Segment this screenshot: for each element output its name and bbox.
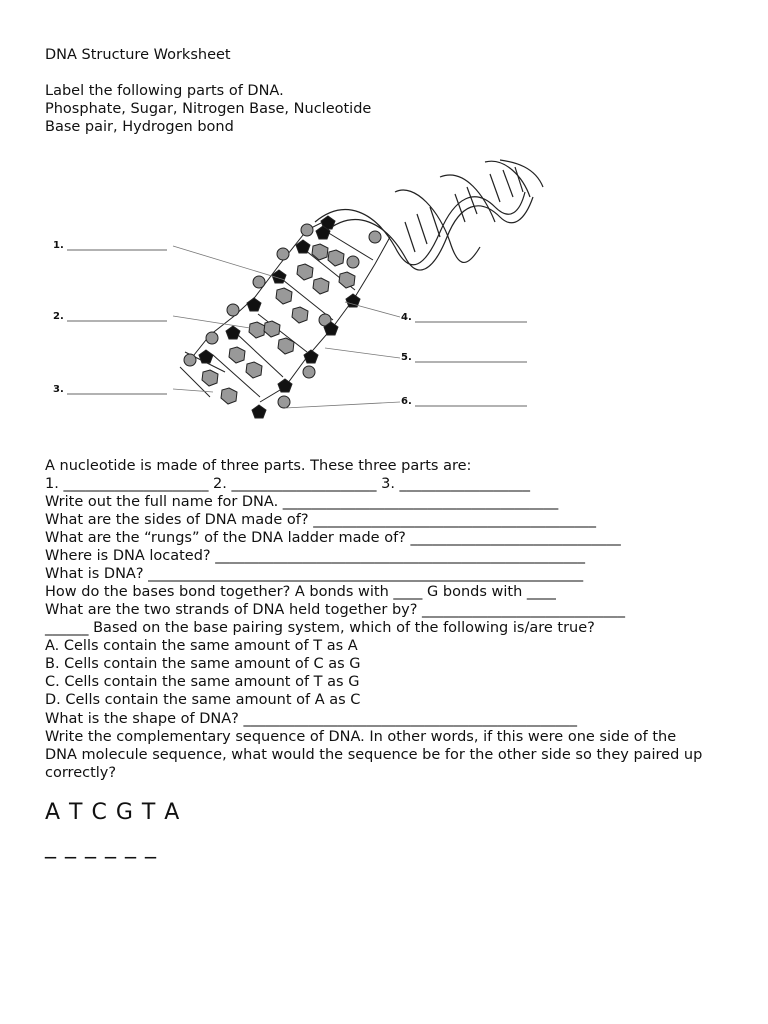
question-base-pairing: ______ Based on the base pairing system, which of the following is/are true? — [45, 620, 595, 636]
question-base-bonding: How do the bases bond together? A bonds with ____ G bonds with ____ — [45, 584, 556, 600]
option-b: B. Cells contain the same amount of C as G — [45, 656, 361, 672]
question-what-is-dna: What is DNA? ____________________________________________________________ — [45, 566, 584, 582]
double-helix-drawing — [315, 160, 543, 270]
instructions-line-3: Base pair, Hydrogen bond — [45, 119, 234, 135]
question-shape: What is the shape of DNA? ______________________________________________ — [45, 711, 577, 727]
given-sequence: A T C G T A — [45, 800, 181, 825]
question-location: Where is DNA located? ___________________________________________________ — [45, 548, 585, 564]
dna-diagram — [45, 152, 555, 427]
dna-ladder-backbones — [190, 222, 390, 402]
figure-label-1: 1. — [53, 240, 64, 251]
question-nucleotide-parts: A nucleotide is made of three parts. These three parts are: — [45, 458, 472, 474]
figure-label-2: 2. — [53, 311, 64, 322]
option-c: C. Cells contain the same amount of T as G — [45, 674, 360, 690]
figure-label-5: 5. — [401, 352, 412, 363]
figure-label-6: 6. — [401, 396, 412, 407]
question-sides: What are the sides of DNA made of? _______________________________________ — [45, 512, 596, 528]
question-rungs: What are the “rungs” of the DNA ladder made of? _____________________________ — [45, 530, 621, 546]
question-full-name: Write out the full name for DNA. ______________________________________ — [45, 494, 559, 510]
question-strands-held: What are the two strands of DNA held together by? ____________________________ — [45, 602, 626, 618]
figure-label-3: 3. — [53, 384, 64, 395]
instructions-line-2: Phosphate, Sugar, Nitrogen Base, Nucleotide — [45, 101, 372, 117]
option-d: D. Cells contain the same amount of A as C — [45, 692, 361, 708]
question-nucleotide-blanks: 1. ____________________ 2. ____________________ 3. __________________ — [45, 476, 531, 492]
option-a: A. Cells contain the same amount of T as A — [45, 638, 358, 654]
figure-label-4: 4. — [401, 312, 412, 323]
question-complementary: Write the complementary sequence of DNA. In other words, if this were one side of the DNA molecule sequence, what would the sequence be for the other side so they paired up correctly? — [45, 729, 703, 781]
worksheet-title: DNA Structure Worksheet — [45, 47, 231, 63]
instructions-line-1: Label the following parts of DNA. — [45, 83, 284, 99]
answer-sequence-blanks: _ _ _ _ _ _ — [45, 834, 157, 859]
